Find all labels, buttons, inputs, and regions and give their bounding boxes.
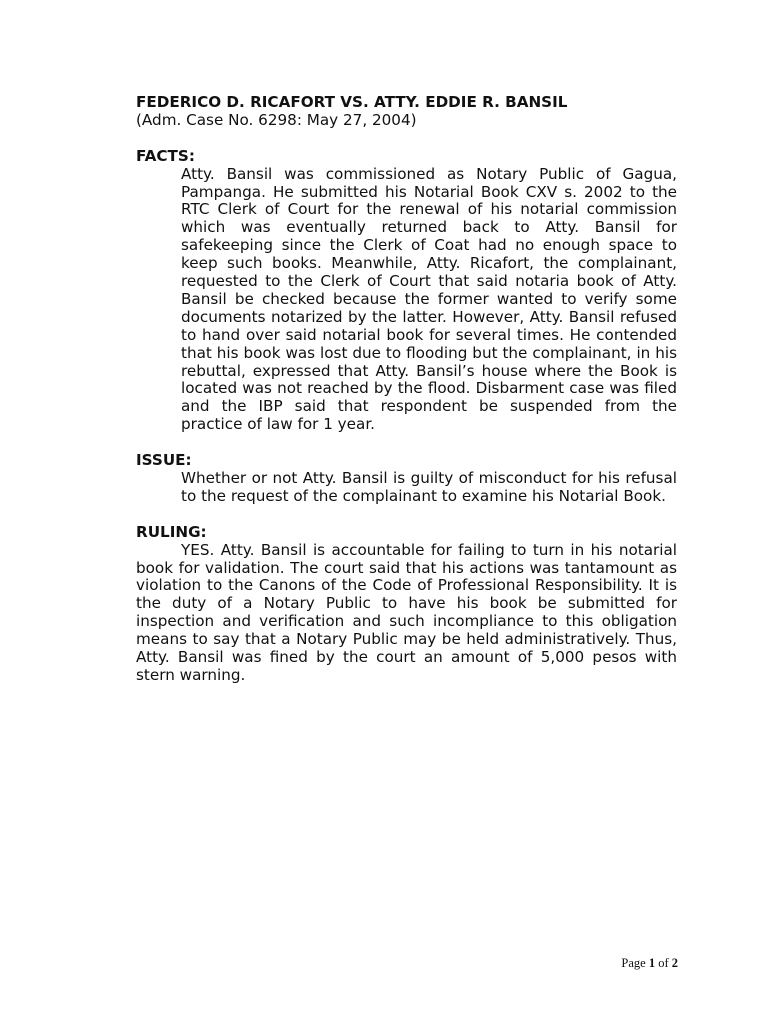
facts-heading: FACTS: [136, 146, 195, 165]
issue-section [136, 452, 677, 506]
ruling-heading: RULING: [136, 522, 207, 541]
facts-text: Atty. Bansil was commissioned as Notary Public of Gagua, Pampanga. He submitted his Notarial Book CXV s. 2002 to the RTC Clerk of Court for the renewal of his notarial commission which was eventually returned back to Atty. Bansil for safekeeping since the Clerk of Coat had no enough space to keep such books. Meanwhile, Atty. Ricafort, the complainant, requested to the Clerk of Court that said notaria book of Atty. Bansil be checked because the former wanted to verify some documents notarized by the latter. However, Atty. Bansil refused to hand over said notarial book for several times. He contended that his book was lost due to flooding but the complainant, in his rebuttal, expressed that Atty. Bansil’s house where the Book is located was not reached by the flood. Disbarment case was filed and the IBP said that respondent be suspended from the practice of law for 1 year. [181, 164, 677, 434]
ruling-section [136, 524, 677, 685]
page-word: Page [621, 956, 646, 970]
ruling-text: YES. Atty. Bansil is accountable for failing to turn in his notarial book for validation. The court said that his actions was tantamount as violation to the Canons of the Code of Professional Responsibility. It is the duty of a Notary Public to have his book be submitted for inspection and verification and such incompliance to this obligation means to say that a Notary Public may be held administratively. Thus, Atty. Bansil was fined by the court an amount of 5,000 pesos with stern warning. [136, 540, 677, 684]
of-word: of [658, 956, 669, 970]
issue-text: Whether or not Atty. Bansil is guilty of misconduct for his refusal to the request of the complainant to examine his Notarial Book. [181, 469, 677, 505]
total-pages-number: 2 [671, 956, 678, 970]
case-citation: (Adm. Case No. 6298: May 27, 2004) [136, 110, 417, 129]
document-body [136, 94, 677, 685]
current-page-number: 1 [648, 956, 656, 970]
page-number-footer [621, 956, 678, 971]
case-title: FEDERICO D. RICAFORT VS. ATTY. EDDIE R. BANSIL [136, 93, 568, 111]
issue-heading: ISSUE: [136, 451, 192, 470]
facts-section [136, 148, 677, 435]
